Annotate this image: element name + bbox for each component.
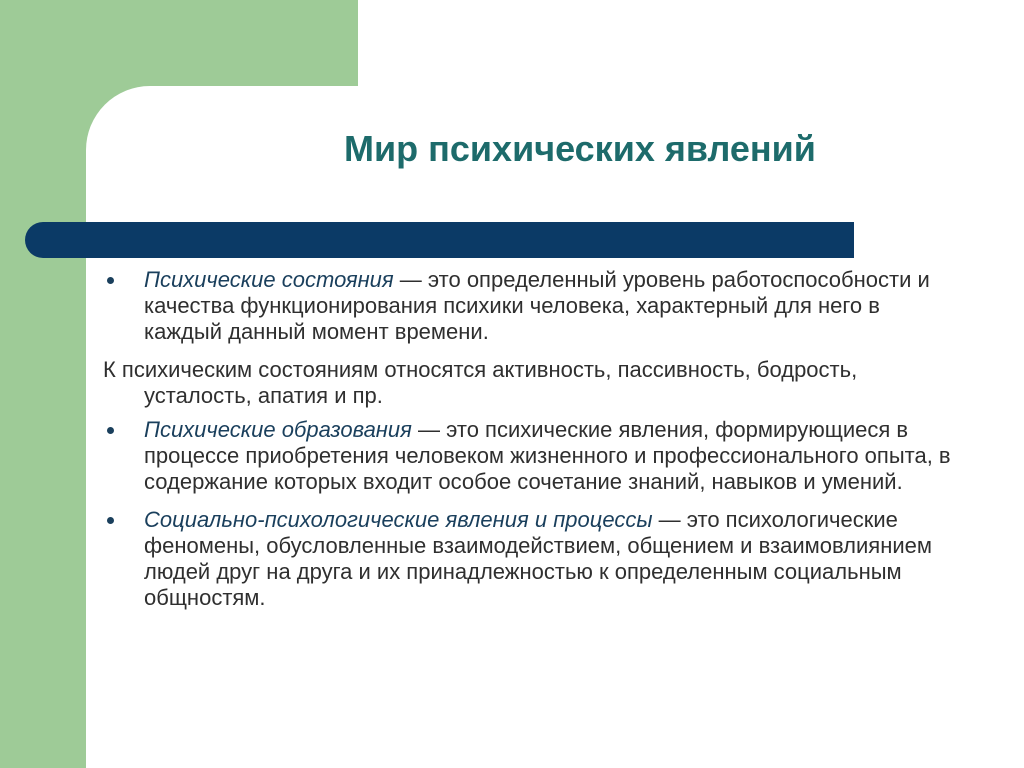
definition-social: — это психологические феномены, обусловленные взаимодействием, общением и взаимовлиянием людей друг на друга и их принадлежностью к определенным социальным общностям. bbox=[144, 507, 933, 610]
title-divider-bar bbox=[25, 222, 854, 258]
bullet-item-states bbox=[103, 267, 963, 345]
bullet-item-formations bbox=[103, 417, 963, 495]
definition-formations: — это психические явления, формирующиеся в процессе приобретения человеком жизненного и профессионального опыта, в содержание которых входит особое сочетание знаний, навыков и умений. bbox=[144, 417, 951, 494]
bullet-dot-icon bbox=[107, 277, 114, 284]
bullet-item-social bbox=[103, 507, 963, 611]
term-formations: Психические образования bbox=[144, 417, 412, 442]
definition-states: — это определенный уровень работоспособности и качества функционирования психики человека, характерный для него в каждый данный момент времени. bbox=[144, 267, 930, 344]
term-social: Социально-психологические явления и процессы bbox=[144, 507, 653, 532]
term-states: Психические состояния bbox=[144, 267, 394, 292]
bullet-dot-icon bbox=[107, 517, 114, 524]
slide-title: Мир психических явлений bbox=[344, 128, 816, 169]
bullet-dot-icon bbox=[107, 427, 114, 434]
slide-content bbox=[103, 267, 963, 623]
states-note: К психическим состояниям относятся активность, пассивность, бодрость, усталость, апатия и пр. bbox=[103, 357, 858, 408]
